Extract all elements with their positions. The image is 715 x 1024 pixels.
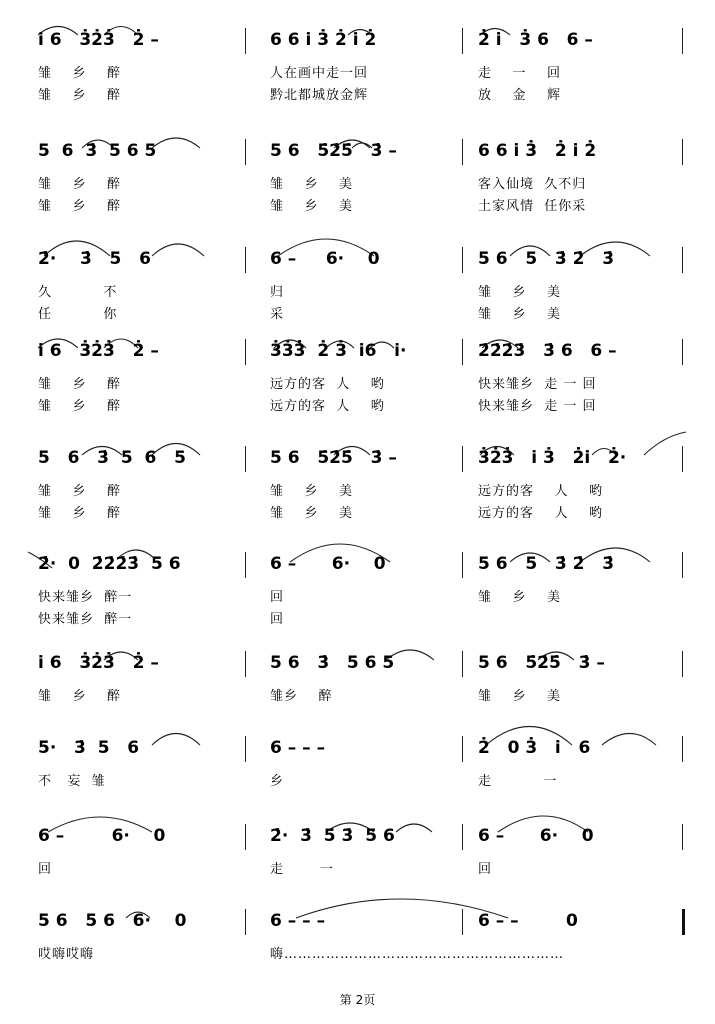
lyric-line-1: 久 不 <box>38 285 118 300</box>
measure-notes: 6 – 6· 0 <box>478 826 594 846</box>
lyric-line-1: 雏 乡 美 <box>478 285 562 300</box>
barline <box>245 824 246 850</box>
lyric-line-1: 雏 乡 醉 <box>38 377 122 392</box>
lyric-line-1: 雏乡 醉 <box>270 689 333 704</box>
barline <box>682 446 683 472</box>
lyric-line-2: 黔北都城放金辉 <box>270 88 369 103</box>
lyric-line-2: 雏 乡 醉 <box>38 399 122 414</box>
barline <box>682 339 683 365</box>
lyric-line-2: 远方的客 人 哟 <box>270 399 385 414</box>
lyric-line-1: 远方的客 人 哟 <box>478 484 604 499</box>
lyric-line-1: 走 一 回 <box>478 66 562 81</box>
slur <box>296 899 508 918</box>
lyric-line-1: 走 一 <box>478 774 558 789</box>
measure-notes: 5· 3̇ 5 6 <box>38 738 140 758</box>
barline <box>245 909 246 935</box>
measure-notes: 3̇2̇3̇ i̇ 3̇ 2̇i̇ 2̇· <box>478 448 627 468</box>
lyric-line-1: 远方的客 人 哟 <box>270 377 385 392</box>
measure-notes: 5 6 5̇2̇5̇ 3̇ – <box>270 141 397 161</box>
lyric-line-1: 回 <box>270 590 285 605</box>
measure-notes: 2̇ i̇ 3̇ 6 6 – <box>478 30 593 50</box>
lyric-line-2: 采 <box>270 307 285 322</box>
measure-notes: 5 6 5 3̇ 2̇ 3̇ <box>478 249 615 269</box>
measure-notes: 6 6 i̇ 3̇ 2̇ i̇ 2̇ <box>478 141 597 161</box>
barline <box>682 28 683 54</box>
lyric-line-2: 雏 乡 美 <box>478 307 562 322</box>
lyric-line-2: 雏 乡 醉 <box>38 88 122 103</box>
barline <box>682 139 683 165</box>
measure-notes: 5 6 5 3̇ 2̇ 3̇ <box>478 554 615 574</box>
lyric-line-1: 雏 乡 醉 <box>38 689 122 704</box>
barline <box>682 552 683 578</box>
barline <box>245 552 246 578</box>
measure-notes: 6 6 i̇ 3̇ 2̇ i̇ 2̇ <box>270 30 377 50</box>
lyric-line-1: 雏 乡 美 <box>270 177 354 192</box>
measure-notes: i̇ 6 3̇2̇3̇ 2̇ – <box>38 30 159 50</box>
lyric-line-2: 快来雏乡 走 一 回 <box>478 399 597 414</box>
measure-notes: 6 – – – <box>270 911 326 931</box>
slur <box>152 138 200 148</box>
measure-notes: i̇ 6 3̇2̇3̇ 2̇ – <box>38 341 159 361</box>
slur <box>152 734 200 746</box>
barline <box>245 247 246 273</box>
barline <box>462 552 463 578</box>
lyric-line-1: 客入仙境 久不归 <box>478 177 587 192</box>
lyric-line-1: 哎嗨哎嗨 <box>38 947 95 962</box>
lyric-line-1: 乡 <box>270 774 285 789</box>
lyric-line-1: 雏 乡 美 <box>270 484 354 499</box>
lyric-line-1: 归 <box>270 285 285 300</box>
barline <box>462 651 463 677</box>
lyric-line-1: 人在画中走一回 <box>270 66 369 81</box>
barline <box>245 651 246 677</box>
barline <box>462 446 463 472</box>
barline <box>245 28 246 54</box>
measure-notes: 5 6 3̇ 5 6 5 <box>270 653 395 673</box>
measure-notes: 6 – – – <box>270 738 326 758</box>
measure-notes: 2̇2̇2̇3̇ 3̇ 6 6 – <box>478 341 617 361</box>
measure-notes: 2̇· 3̇ 5 6 <box>38 249 151 269</box>
lyric-line-2: 土家风情 任你采 <box>478 199 587 214</box>
lyric-line-1: 嗨…………………………………………………… <box>270 947 564 962</box>
measure-notes: 6 – 6· 0 <box>270 554 386 574</box>
lyric-line-2: 任 你 <box>38 307 118 322</box>
lyric-line-1: 快来雏乡 醉一 <box>38 590 133 605</box>
barline <box>462 28 463 54</box>
slur <box>644 432 686 455</box>
lyric-line-1: 不 妄 雏 <box>38 774 106 789</box>
page-footer: 第 2页 <box>339 993 376 1007</box>
lyric-line-1: 快来雏乡 走 一 回 <box>478 377 597 392</box>
barline <box>245 446 246 472</box>
barline <box>245 339 246 365</box>
measure-notes: 5 6 5̇2̇5̇ 3̇ – <box>270 448 397 468</box>
measure-notes: 5 6 3̇ 5 6 5 <box>38 448 186 468</box>
measure-notes: 6 – 6· 0 <box>270 249 380 269</box>
lyric-line-2: 雏 乡 美 <box>270 506 354 521</box>
lyric-line-1: 回 <box>478 862 493 877</box>
lyric-line-2: 远方的客 人 哟 <box>478 506 604 521</box>
measure-notes: 2̇· 0 2̇2̇2̇3̇ 5 6 <box>38 554 181 574</box>
measure-notes: 6 – – 0 <box>478 911 578 931</box>
measure-notes: 2̇ 0 3̇ i̇ 6 <box>478 738 591 758</box>
barline <box>462 736 463 762</box>
lyric-line-2: 雏 乡 美 <box>270 199 354 214</box>
measure-notes: 3̇3̇3̇ 2̇ 3̇ i̇6 i̇· <box>270 341 407 361</box>
slur <box>152 244 204 256</box>
barline <box>462 339 463 365</box>
measure-notes: 5 6 5 6 6· 0 <box>38 911 187 931</box>
barline <box>462 909 463 935</box>
lyric-line-1: 走 一 <box>270 862 334 877</box>
lyric-line-1: 雏 乡 美 <box>478 590 562 605</box>
barline <box>462 247 463 273</box>
lyric-line-2: 快来雏乡 醉一 <box>38 612 133 627</box>
final-barline <box>682 909 685 935</box>
lyric-line-1: 回 <box>38 862 53 877</box>
lyric-line-2: 雏 乡 醉 <box>38 506 122 521</box>
lyric-line-1: 雏 乡 美 <box>478 689 562 704</box>
measure-notes: i̇ 6 3̇2̇3̇ 2̇ – <box>38 653 159 673</box>
measure-notes: 2̇· 3̇ 5 3̇ 5 6 <box>270 826 395 846</box>
lyric-line-1: 雏 乡 醉 <box>38 177 122 192</box>
measure-notes: 5 6 3̇ 5 6 5 <box>38 141 157 161</box>
barline <box>245 736 246 762</box>
barline <box>682 824 683 850</box>
measure-notes: 6 – 6· 0 <box>38 826 166 846</box>
lyric-line-2: 放 金 辉 <box>478 88 562 103</box>
slur <box>602 734 656 746</box>
lyric-line-2: 回 <box>270 612 285 627</box>
lyric-line-1: 雏 乡 醉 <box>38 484 122 499</box>
measure-notes: 5 6 5̇2̇5̇ 3̇ – <box>478 653 605 673</box>
slur <box>396 824 432 832</box>
barline <box>682 247 683 273</box>
barline <box>462 139 463 165</box>
lyric-line-1: 雏 乡 醉 <box>38 66 122 81</box>
barline <box>245 139 246 165</box>
lyric-line-2: 雏 乡 醉 <box>38 199 122 214</box>
barline <box>682 736 683 762</box>
barline <box>682 651 683 677</box>
barline <box>462 824 463 850</box>
